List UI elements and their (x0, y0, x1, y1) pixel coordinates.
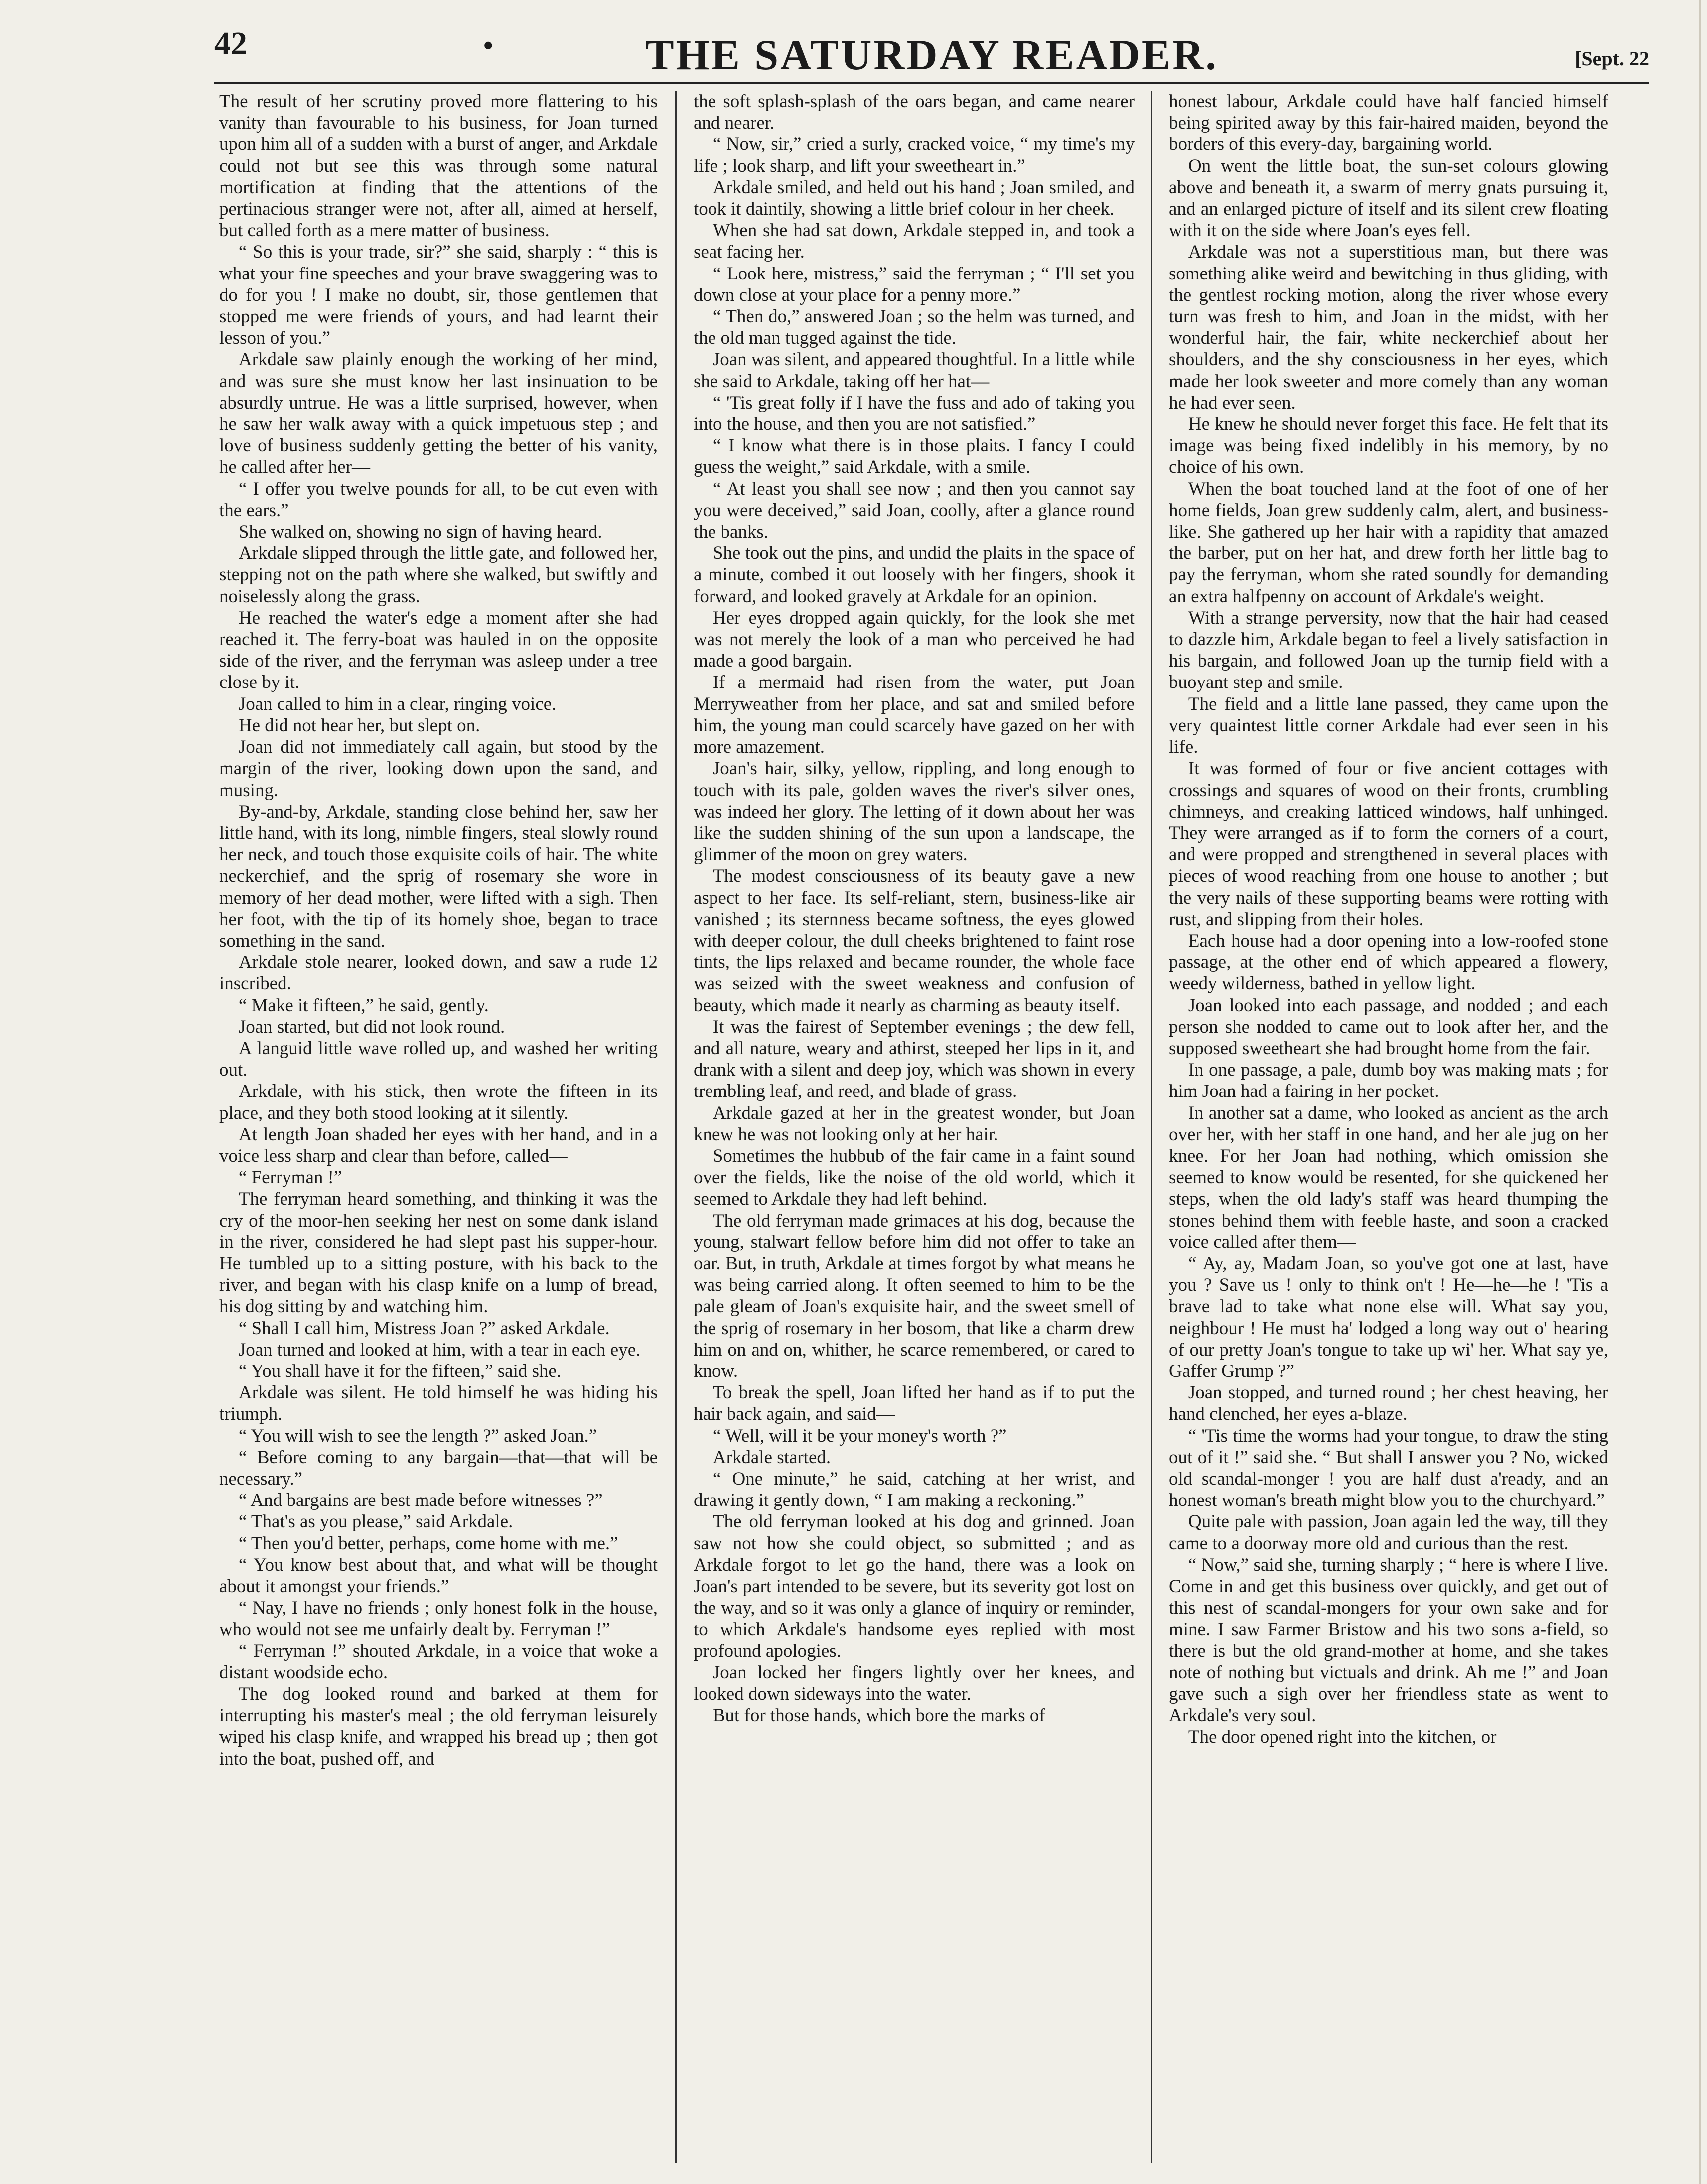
paragraph: “ I offer you twelve pounds for all, to be cut even with the ears.” (219, 478, 658, 521)
paragraph: Arkdale stole nearer, looked down, and saw a rude 12 inscribed. (219, 952, 658, 994)
paragraph: Joan turned and looked at him, with a tear in each eye. (238, 1339, 641, 1360)
paragraph: The ferryman heard something, and thinking it was the cry of the moor-hen seeking her nest on some dank island in the river, considered he had slept past his supper-hour. He tumbled up to a sitting posture, with his back to the river, and began with his clasp knife on a lump of bread, his dog sitting by and watching him. (219, 1189, 658, 1317)
paragraph: Joan stopped, and turned round ; her chest heaving, her hand clenched, her eyes a-blaze. (1169, 1382, 1608, 1425)
paragraph: the soft splash-splash of the oars began, and came nearer and nearer. (694, 91, 1135, 134)
paragraph: “ 'Tis time the worms had your tongue, to draw the sting out of it !” said she. “ But shall I answer you ? No, wicked old scandal-monger ! you are half dust a'ready, and an honest woman's breath might blow you to the churchyard.” (1169, 1425, 1608, 1511)
text-column-2 (694, 91, 1135, 2163)
paragraph: The field and a little lane passed, they came upon the very quaintest little corner Arkdale had ever seen in his life. (1169, 693, 1608, 758)
paragraph: “ So this is your trade, sir?” she said, sharply : “ this is what your fine speeches and your brave swaggering was to do for you ! I make no doubt, sir, those gentlemen that stopped me were friends of yours, and had learnt their lesson of you.” (219, 242, 658, 349)
paragraph: “ Nay, I have no friends ; only honest folk in the house, who would not see me unfairly dealt by. Ferryman !” (219, 1598, 658, 1640)
paragraph: A languid little wave rolled up, and washed her writing out. (219, 1038, 658, 1081)
paragraph: “ One minute,” he said, catching at her wrist, and drawing it gently down, “ I am making a reckoning.” (694, 1469, 1135, 1511)
page-header (214, 10, 1649, 85)
paragraph: He did not hear her, but slept on. (238, 715, 480, 736)
paragraph: The old ferryman made grimaces at his dog, because the young, stalwart fellow before him did not offer to take an oar. But, in truth, Arkdale at times forgot by what means he was being carried along. It often seemed to him to be the pale gleam of Joan's exquisite hair, and the sweet smell of the sprig of rosemary in her bosom, that like a charm drew him on and on, whither, he scarce remembered, or cared to know. (694, 1210, 1135, 1381)
paragraph: Arkdale saw plainly enough the working of her mind, and was sure she must know her last insinuation to be absurdly untrue. He was a little surprised, however, when he saw her walk away with a quick impetuous step ; and love of business suddenly getting the better of his vanity, he called after her— (219, 349, 658, 478)
paragraph: Arkdale slipped through the little gate, and followed her, stepping not on the path where she walked, but swiftly and noiselessly along the grass. (219, 543, 658, 607)
header-rule (214, 82, 1649, 84)
paragraph: “ Well, will it be your money's worth ?” (712, 1425, 1007, 1446)
paragraph: “ Now,” said she, turning sharply ; “ here is where I live. Come in and get this business over quickly, and get out of this nest of scandal-mongers for your own sake and for mine. I saw Farmer Bristow and his two sons a-field, so there is but the old grand-mother at home, and she takes note of nothing but victuals and drink. Ah me !” and Joan gave such a sigh over her friendless state as went to Arkdale's very soul. (1169, 1554, 1608, 1726)
paragraph: With a strange perversity, now that the hair had ceased to dazzle him, Arkdale began to feel a lively satisfaction in his bargain, and followed Joan up the turnip field with a buoyant step and smile. (1169, 607, 1608, 693)
issue-date: [Sept. 22 (1575, 47, 1649, 70)
paragraph: But for those hands, which bore the marks of (712, 1705, 1045, 1726)
paragraph: “ And bargains are best made before witnesses ?” (238, 1490, 603, 1511)
paragraph: When she had sat down, Arkdale stepped in, and took a seat facing her. (694, 220, 1135, 263)
paragraph: “ Then you'd better, perhaps, come home with me.” (238, 1533, 618, 1554)
paragraph: At length Joan shaded her eyes with her hand, and in a voice less sharp and clear than before, called— (219, 1124, 658, 1166)
paragraph: “ You know best about that, and what will be thought about it amongst your friends.” (219, 1554, 658, 1597)
paragraph: Joan was silent, and appeared thoughtful. In a little while she said to Arkdale, taking off her hat— (694, 349, 1135, 392)
paragraph: Each house had a door opening into a low-roofed stone passage, at the other end of which appeared a flowery, weedy wilderness, bathed in yellow light. (1169, 930, 1608, 994)
paragraph: By-and-by, Arkdale, standing close behind her, saw her little hand, with its long, nimble fingers, steal slowly round her neck, and touch those exquisite coils of hair. The white neckerchief, and the sprig of rosemary she wore in memory of her dead mother, were lifted with a sigh. Then her foot, with the tip of its homely shoe, began to trace something in the sand. (219, 801, 658, 951)
paragraph: Joan did not immediately call again, but stood by the margin of the river, looking down upon the sand, and musing. (219, 737, 658, 801)
paragraph: She took out the pins, and undid the plaits in the space of a minute, combed it out loosely with her fingers, shook it forward, and looked gravely at Arkdale for an opinion. (694, 543, 1135, 607)
paragraph: Arkdale was silent. He told himself he was hiding his triumph. (219, 1382, 658, 1425)
paragraph: “ Then do,” answered Joan ; so the helm was turned, and the old man tugged against the tide. (694, 306, 1135, 349)
paragraph: “ That's as you please,” said Arkdale. (238, 1511, 513, 1532)
text-column-3 (1169, 91, 1608, 2163)
paragraph: Arkdale smiled, and held out his hand ; Joan smiled, and took it daintily, showing a little brief colour in her cheek. (694, 177, 1135, 220)
paragraph: “ Ay, ay, Madam Joan, so you've got one at last, have you ? Save us ! only to think on't ! He—he—he ! 'Tis a brave lad to take what none else will. What say you, neighbour ! He must ha' lodged a long way out o' hearing of our pretty Joan's tongue to take up wi' her. What say ye, Gaffer Grump ?” (1169, 1253, 1608, 1381)
paragraph: “ You will wish to see the length ?” asked Joan.” (238, 1425, 597, 1446)
masthead-title: THE SATURDAY READER. (645, 31, 1218, 79)
paragraph: “ Ferryman !” (238, 1167, 342, 1188)
paragraph: “ I know what there is in those plaits. I fancy I could guess the weight,” said Arkdale, with a smile. (694, 435, 1135, 478)
page-edge (1699, 0, 1701, 2184)
paragraph: honest labour, Arkdale could have half fancied himself being spirited away by this fair-haired maiden, beyond the borders of this every-day, bargaining world. (1169, 91, 1608, 155)
paragraph: He knew he should never forget this face. He felt that its image was being fixed indelibly in his memory, by no choice of his own. (1169, 414, 1608, 478)
paragraph: “ Before coming to any bargain—that—that will be necessary.” (219, 1447, 658, 1489)
paragraph: Quite pale with passion, Joan again led the way, till they came to a doorway more old and curious than the rest. (1169, 1511, 1608, 1554)
paragraph: Joan called to him in a clear, ringing voice. (238, 693, 557, 714)
paragraph: Her eyes dropped again quickly, for the look she met was not merely the look of a man who perceived he had made a good bargain. (694, 607, 1135, 672)
page-number: 42 (214, 25, 247, 62)
paragraph: “ Make it fifteen,” he said, gently. (238, 995, 489, 1016)
paragraph: Joan looked into each passage, and nodded ; and each person she nodded to came out to look after her, and the supposed sweetheart she had brought home from the fair. (1169, 995, 1608, 1059)
header-ornament: • (483, 30, 493, 61)
paragraph: “ 'Tis great folly if I have the fuss and ado of taking you into the house, and then you are not satisfied.” (694, 392, 1135, 435)
paragraph: Arkdale gazed at her in the greatest wonder, but Joan knew he was not looking only at her hair. (694, 1102, 1135, 1145)
paragraph: He reached the water's edge a moment after she had reached it. The ferry-boat was hauled in on the opposite side of the river, and the ferryman was asleep under a tree close by it. (219, 607, 658, 693)
paragraph: The modest consciousness of its beauty gave a new aspect to her face. Its self-reliant, stern, business-like air vanished ; its sternness became softness, the eyes glowed with deeper colour, the dull cheeks brightened to faint rose tints, the lips relaxed and became rounder, the whole face was seized with the sweet weakness and confusion of beauty, which made it nearly as charming as beauty itself. (694, 866, 1135, 1016)
paragraph: To break the spell, Joan lifted her hand as if to put the hair back again, and said— (694, 1382, 1135, 1425)
paragraph: On went the little boat, the sun-set colours glowing above and beneath it, a swarm of merry gnats pursuing it, and an enlarged picture of itself and its silent crew floating with it on the side where Joan's eyes fell. (1169, 155, 1608, 241)
paragraph: Joan locked her fingers lightly over her knees, and looked down sideways into the water. (694, 1662, 1135, 1705)
paragraph: Joan's hair, silky, yellow, rippling, and long enough to touch with its pale, golden waves the river's silver ones, was indeed her glory. The letting of it down about her was like the sudden shining of the sun upon a landscape, the glimmer of the moon on grey waters. (694, 758, 1135, 865)
paragraph: The old ferryman looked at his dog and grinned. Joan saw not how she could object, so submitted ; and as Arkdale forgot to let go the hand, there was a look on Joan's part intended to be severe, but its severity got lost on the way, and so it was only a glance of inquiry or reminder, to which Arkdale's handsome eyes replied with most profound apologies. (694, 1511, 1135, 1661)
paragraph: In one passage, a pale, dumb boy was making mats ; for him Joan had a fairing in her pocket. (1169, 1060, 1608, 1102)
paragraph: “ Ferryman !” shouted Arkdale, in a voice that woke a distant woodside echo. (219, 1640, 658, 1683)
paragraph: If a mermaid had risen from the water, put Joan Merryweather from her place, and sat and smiled before him, the young man could scarcely have gazed on her with more amazement. (694, 672, 1135, 758)
paragraph: It was formed of four or five ancient cottages with crossings and squares of wood on their fronts, crumbling chimneys, and creaking latticed windows, half unhinged. They were arranged as if to form the corners of a court, and were propped and strengthened in several places with pieces of wood reaching from one house to another ; but the very nails of these supporting beams were rotting with rust, and slipping from their holes. (1169, 758, 1608, 930)
paragraph: “ You shall have it for the fifteen,” said she. (238, 1361, 562, 1381)
paragraph: The door opened right into the kitchen, or (1188, 1727, 1497, 1748)
paragraph: It was the fairest of September evenings ; the dew fell, and all nature, weary and athirst, steeped her lips in it, and drank with a silent and deep joy, which was shown in every trembling leaf, and reed, and blade of grass. (694, 1016, 1135, 1102)
paragraph: When the boat touched land at the foot of one of her home fields, Joan grew suddenly calm, alert, and business-like. She gathered up her hair with a rapidity that amazed the barber, put on her hat, and drew forth her little bag to pay the ferryman, whom she rated soundly for demanding an extra halfpenny on account of Arkdale's weight. (1169, 478, 1608, 607)
column-divider-2 (1151, 91, 1152, 2163)
paragraph: Arkdale, with his stick, then wrote the fifteen in its place, and they both stood looking at it silently. (219, 1081, 658, 1123)
paragraph: Joan started, but did not look round. (238, 1016, 505, 1037)
paragraph: The result of her scrutiny proved more flattering to his vanity than favourable to his business, for Joan turned upon him all of a sudden with a burst of anger, and Arkdale could not but see this was through some natural mortification at finding that the attentions of the pertinacious stranger were not, after all, aimed at herself, but called forth as a mere matter of business. (219, 91, 658, 241)
column-divider-1 (675, 91, 677, 2163)
paragraph: “ Now, sir,” cried a surly, cracked voice, “ my time's my life ; look sharp, and lift your sweetheart in.” (694, 134, 1135, 176)
paragraph: Sometimes the hubbub of the fair came in a faint sound over the fields, like the noise of the old world, which it seemed to Arkdale they had left behind. (694, 1145, 1135, 1210)
text-column-1 (219, 91, 658, 2163)
paragraph: “ At least you shall see now ; and then you cannot say you were deceived,” said Joan, coolly, after a glance round the banks. (694, 478, 1135, 543)
paragraph: She walked on, showing no sign of having heard. (238, 522, 602, 543)
paragraph: “ Look here, mistress,” said the ferryman ; “ I'll set you down close at your place for a penny more.” (694, 263, 1135, 305)
paragraph: The dog looked round and barked at them for interrupting his master's meal ; the old ferryman leisurely wiped his clasp knife, and wrapped his bread up ; then got into the boat, pushed off, and (219, 1684, 658, 1769)
paragraph: Arkdale was not a superstitious man, but there was something alike weird and bewitching in thus gliding, with the gentlest rocking motion, along the river whose every turn was fresh to him, and Joan in the midst, with her wonderful hair, the fair, white neckerchief about her shoulders, and the shy consciousness in her eyes, which made her look sweeter and more comely than any woman he had ever seen. (1169, 242, 1608, 413)
paragraph: In another sat a dame, who looked as ancient as the arch over her, with her staff in one hand, and her ale jug on her knee. For her Joan had nothing, which omission she seemed to know would be resented, for she quickened her steps, when the old lady's staff was heard thumping the stones behind them with feeble haste, and soon a cracked voice called after them— (1169, 1102, 1608, 1252)
paragraph: “ Shall I call him, Mistress Joan ?” asked Arkdale. (238, 1318, 610, 1339)
paragraph: Arkdale started. (712, 1447, 831, 1468)
